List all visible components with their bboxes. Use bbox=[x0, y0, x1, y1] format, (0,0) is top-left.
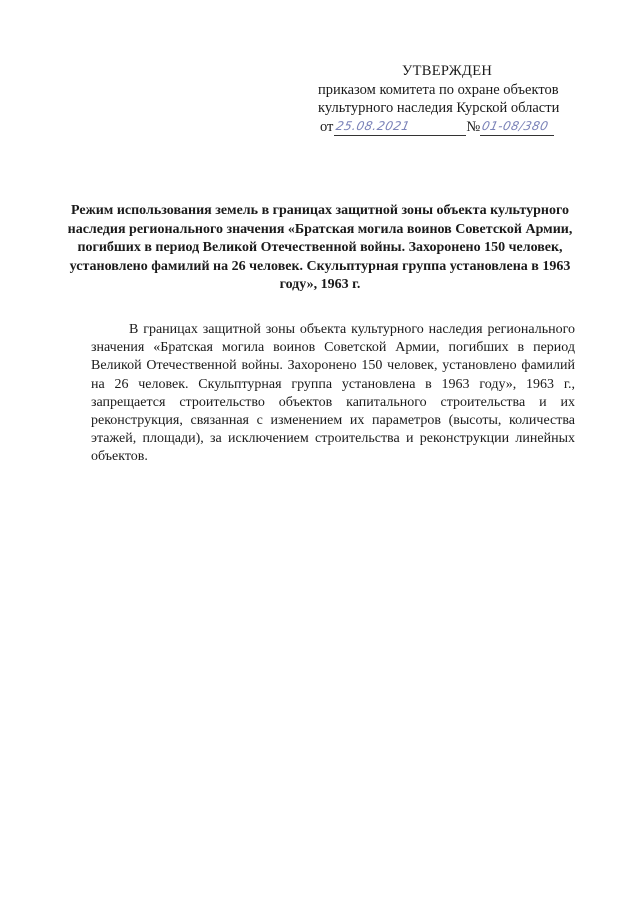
date-field bbox=[334, 118, 466, 136]
date-prefix: от bbox=[320, 118, 334, 135]
document-heading: Режим использования земель в границах защитной зоны объекта культурного наследия регионального значения «Братская могила воинов Советской Армии, погибших в период Великой Отечественной войны. Захоронено 150 человек, установлено фамилий на 26 человек. Скульптурная группа установлена в 1963 году», 1963 г. bbox=[67, 203, 573, 292]
handwritten-number: 01-08/380 bbox=[480, 118, 551, 133]
approval-block bbox=[318, 62, 588, 136]
number-prefix: № bbox=[466, 118, 481, 135]
handwritten-date: 25.08.2021 bbox=[334, 118, 412, 133]
document-body-paragraph: В границах защитной зоны объекта культурного наследия регионального значения «Братская могила воинов Советской Армии, погибших в период Великой Отечественной войны. Захоронено 150 человек, установлено фамилий на 26 человек. Скульптурная группа установлена в 1963 году», 1963 г., запрещается строительство объектов капитального строительства и их реконструкция, связанная с изменением их параметров (высоты, количества этажей, площади), за исключением строительства и реконструкции линейных объектов. bbox=[91, 322, 575, 465]
approval-title: УТВЕРЖДЕН bbox=[402, 63, 493, 79]
approval-order-line: приказом комитета по охране объектов bbox=[318, 81, 559, 98]
approval-authority-line: культурного наследия Курской области bbox=[318, 100, 560, 116]
approval-date-number-row bbox=[320, 118, 590, 136]
number-field bbox=[480, 118, 554, 136]
